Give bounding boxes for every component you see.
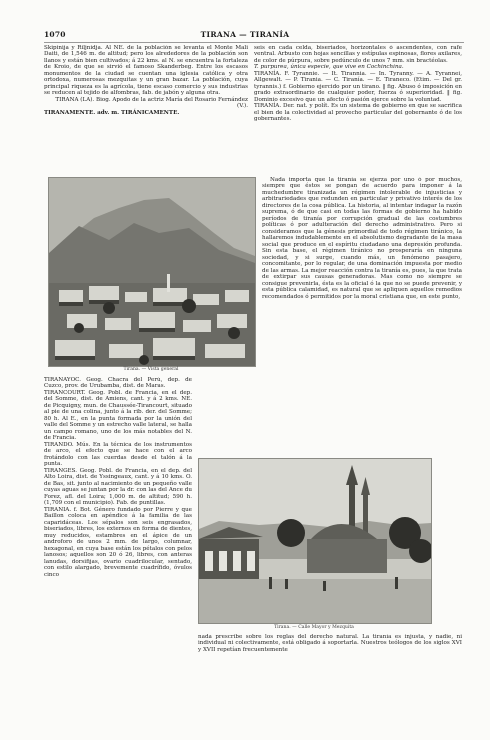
figure1-caption: Tirana. — Vista general xyxy=(123,367,179,372)
column-right-bottom xyxy=(198,634,462,682)
figure2-caption: Tirana. — Calle Mayor y Mezquita xyxy=(274,625,354,630)
figure-tirana-main-street xyxy=(198,458,432,624)
city-panorama-image xyxy=(49,178,255,366)
entry-tirania-essay: Nada importa que la tiranía se ejerza por uno ó por muchos, siempre que éstos se pongan de acuerdo para imponer á la muchedumbre tiranizada un régimen intolerable de injusticias y arbitrariedades que redunden en particular y privativo interés de los directores de la cosa pública. La historia, al intentar indagar la razón suprema, ó de que casi en todas las formas de gobierno ha habido períodos de tiranía por corrupción gradual de las costumbres políticas ó por adulteración del derecho administrativo. Pero si consideramos que la génesis primordial de todo régimen tiránico, la hallaremos indudablemente en el absolutismo degradante de la masa social que produce en el espíritu ciudadano una depresión profunda. Sin esta base, el régimen tiránico no prosperaría en ninguna sociedad, y si surge, cuando más, un fenómeno pasajero, concomitante, por lo regular, de una dominación impuesta por medio de las armas. La mejor reacción contra la tiranía es, pues, la que trata de extirpar sus causas generadoras. Mas como no siempre se consigue prevenirla, ésta es la oficial ó la que no se puede prevenir, y esta pública calamidad, es natural que se apliquen aquellos remedios recomendados ó permitidos por la moral cristiana que, en este punto, xyxy=(262,177,462,300)
entry-tirania-def: TIRANÍA. F. Tyrannie. — It. Tirannia. — In. Tyranny. — A. Tyrannei, Allgewalt. — P. Tirania. — C. Tiranía. — E. Tiraneco. (Etim. — Del gr. tyrannis.) f. Gobierno ejercido por un tirano. ‖ fig. Abuso ó imposición en grado extraordinario de cualquier poder, fuerza ó superioridad. ‖ fig. Dominio excesivo que un afecto ó pasión ejerce sobre la voluntad. xyxy=(254,70,462,103)
entry-tiranayoc: TIRANAYOC. Geog. Chacra del Perú, dep. de Cuzco, prov. de Urubamba, dist. de Maras. xyxy=(44,377,192,390)
column-right-top xyxy=(254,45,462,171)
entry-tirania-bot-cont: seis en cada celda, biseriados, horizontales ó ascendentes, con rafe ventral. Arbusto con hojas sencillas y estípulas espinosas, flores axilares, de color de púrpura, sobre pedúnculo de unos 7 mm. sin bractéolas. xyxy=(254,45,462,64)
entry-tirania-der: TIRANÍA. Der. nat. y polít. Es un sistema de gobierno en que se sacrifica el bien de la colectividad al provecho particular del gobernante ó de los gobernantes. xyxy=(254,103,462,123)
header-rule xyxy=(44,42,464,43)
entry-tiranamente: TIRANAMENTE. adv. m. TIRÁNICAMENTE. xyxy=(44,109,180,116)
street-mosque-image xyxy=(199,459,431,623)
entry-t-purpurea: T. purpurea, única especie, que vive en Cochinchina. xyxy=(254,64,404,71)
entry-tirando: TIRANDO. Mús. En la técnica de los instrumentos de arco, el efecto que se hace con el arco frotándolo con las cuerdas desde el talón á la punta. xyxy=(44,441,192,468)
column-left-bottom xyxy=(44,377,192,717)
entry-tiranges: TIRANGES. Geog. Pobl. de Francia, en el dep. del Alto Loira, dist. de Yssingeaux, cant. y á 10 kms. O. de Bas, sit. junto al nacimiento de un pequeño valle cuyas aguas se juntan por la dr. con las del Ance du Forez, afl. del Loira; 1,000 m. de altitud; 590 h. (1,709 con el municipio). Fab. de puntillas. xyxy=(44,467,192,507)
column-left-top xyxy=(44,45,248,171)
entry-tirania-essay-cont: nada prescribe sobre los reglas del derecho natural. La tiranía es injusta, y nadie, ni individual ni colectivamente, está obligado á soportarla. Nuestros teólogos de los siglos XVI y XVII repetían frecuentemente xyxy=(198,634,462,653)
figure-tirana-general-view xyxy=(48,177,256,367)
entry-tirana-city: Skipinija y Riljnidja. Al NE. de la población se levanta el Monte Mali Daiti, de 1,546 m. de altitud; pero los alrededores de la población son llanos y están bien cultivados; á 22 kms. al N. se encuentra la fortaleza de Kroio, de que se sirvió el famoso Skanderbeg. Entre los escasos monumentos de la ciudad se cuentan una iglesia católica y otra ortodoxa, numerosas mezquitas y un gran bazar. La población, cuya principal riqueza es la agrícola, tiene escaso comercio y sus industrias se reducen al tejido de alfombras, fab. de jabón y alguna otra. xyxy=(44,45,248,97)
running-title: TIRANA — TIRANÍA xyxy=(200,30,290,39)
entry-tirania-bot: TIRANIA. f. Bot. Género fundado por Pierre y que Baillon coloca en apéndice á la familia de las caparidáceas. Los sépalos son seis engrasados, biseriados, libres, los externos en forma de dientes, muy reducidos, estambres en el ápice de un androforo de unos 2 mm. de largo, columnar, hexagonal, en cuya base están los pétalos con pelos lanosos; aquellos son 20 ó 26, libres, con anteras lanudas, dorsifijas, ovario cuadrilocular, sentado, con estilo alargado, brevemente cuadrífido, óvulos cinco xyxy=(44,506,192,578)
entry-tirana-biog: TIRANA (LA). Biog. Apodo de la actriz María del Rosario Fernández (V.). xyxy=(55,96,248,110)
page-number: 1070 xyxy=(44,30,66,39)
entry-tirancourt: TIRANCOURT. Geog. Pobl. de Francia, en el dep. del Somme, dist. de Amiens, cant. y á 2 kms. NE. de Picquigny, mun. de Chaussée-Tirancourt, situado al pie de una colina, junto á la rib. der. del Somme; 80 h. Al E., en la punta formada por la unión del valle del Somme y un estrecho valle lateral, se halla un campo romano, uno de los más notables del N. de Francia. xyxy=(44,389,192,442)
column-right-mid xyxy=(262,177,462,453)
